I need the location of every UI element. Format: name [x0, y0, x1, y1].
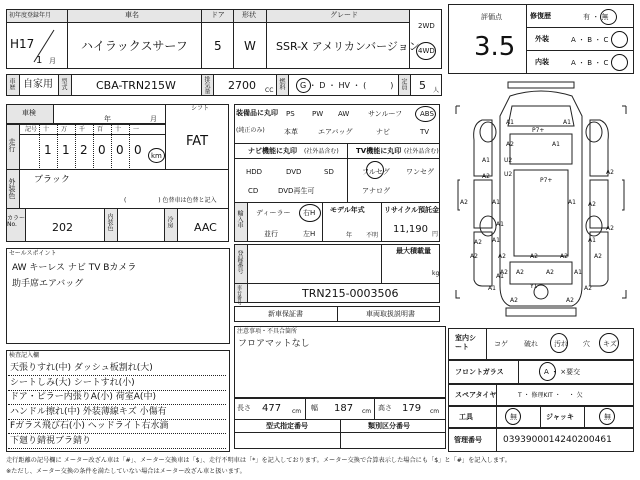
- tools-label: 工具: [459, 413, 473, 421]
- mileage-digit: 0: [134, 143, 142, 157]
- displacement-value: 2700: [228, 79, 256, 92]
- damage-mark: A1: [563, 119, 571, 126]
- capacity-value: 5: [419, 79, 426, 92]
- abs-circle: [415, 106, 436, 122]
- shape-label: 形状: [242, 11, 256, 19]
- first-reg-month-unit: 月: [49, 57, 56, 65]
- displacement-label: 排気量: [203, 76, 210, 94]
- inspector-line: 天張りすれ(中) ダッシュ板割れ(大): [10, 363, 153, 373]
- navi-sd: SD: [324, 168, 334, 176]
- color-no-label: カラーNo.: [7, 215, 26, 228]
- grade-label: グレード: [330, 11, 358, 19]
- interior-color-label: 内装色: [106, 213, 113, 231]
- model-code-value: CBA-TRN215W: [96, 79, 176, 92]
- interior-color-cell: [117, 208, 165, 242]
- damage-mark: A2: [516, 269, 524, 276]
- fourwd-label: 4WD: [418, 47, 435, 55]
- tools-sep-2: [540, 406, 541, 428]
- damage-mark: A2: [474, 239, 482, 246]
- tools-sep-1: [496, 406, 497, 428]
- vehicle-label: 車検: [22, 109, 36, 117]
- fuel-options: G ・ D ・ HV ・ ( ): [300, 81, 394, 90]
- mileage-header-4: 百: [97, 126, 104, 133]
- tv-fullseg: フルセグ: [362, 168, 390, 176]
- ac-value: AAC: [194, 221, 217, 234]
- max-load-kg: kg: [432, 270, 440, 277]
- mileage-col-sep: [111, 124, 112, 170]
- navi-header-sep: [234, 158, 348, 159]
- damage-mark: P7+: [540, 177, 553, 184]
- damage-mark: A1: [574, 269, 582, 276]
- spare-tire-options: T ・ 修理KIT ・ ・ 欠: [518, 392, 583, 399]
- reg-no-label: 登録番号: [236, 250, 243, 274]
- ac-label: 冷房: [166, 216, 173, 228]
- import-parallel: 並行: [264, 230, 278, 238]
- length-cm: cm: [292, 408, 302, 415]
- damage-mark: A1: [506, 119, 514, 126]
- shift-label: シフト: [191, 105, 210, 112]
- notes-label: 注意事項・不具合箇所: [237, 328, 298, 335]
- mileage-header-5: 十: [115, 126, 122, 133]
- capacity-label: 定員: [400, 78, 407, 90]
- right-h-circle: [299, 204, 321, 222]
- score-row-sep-2: [526, 50, 634, 51]
- repair-none-circle: [600, 9, 617, 25]
- repair-label: 修復歴: [530, 12, 551, 20]
- damage-mark: Y1: [530, 283, 538, 290]
- cc-unit: CC: [265, 87, 274, 94]
- inspector-underline: [8, 448, 226, 449]
- category-label: 類別区分番号: [368, 422, 410, 430]
- fullseg-circle: [366, 161, 384, 179]
- length-label: 長さ: [237, 404, 251, 412]
- model-name-value: ハイラックスサーフ: [81, 39, 188, 53]
- inspector-line: シートしみ(大) シートすれ(小): [10, 377, 135, 388]
- equip-leather: 本革: [284, 128, 298, 136]
- mileage-col-sep: [75, 124, 76, 170]
- damage-mark: A2: [584, 285, 592, 292]
- damage-mark: A1: [488, 285, 496, 292]
- navi-hdd: HDD: [246, 168, 263, 176]
- damage-mark: A1: [588, 237, 596, 244]
- mileage-header-3: 千: [79, 126, 86, 133]
- damage-mark: A2: [606, 225, 614, 232]
- model-designation-label: 型式指定番号: [266, 422, 308, 430]
- equip-tv: TV: [420, 128, 430, 136]
- interior-c-circle: [611, 54, 628, 71]
- shift-value: FAT: [186, 134, 209, 149]
- control-label: 管理番号: [454, 436, 482, 444]
- damage-mark: A2: [588, 201, 596, 208]
- model-year-label: モデル年式: [330, 206, 365, 214]
- damage-mark: A2: [506, 141, 514, 148]
- seat-opt-scratch: キズ: [603, 340, 617, 348]
- mileage-col-sep: [129, 124, 130, 170]
- damage-mark: A2: [560, 253, 568, 260]
- length-value: 477: [262, 403, 282, 414]
- navi-header: ナビ機能に丸印: [248, 147, 297, 155]
- damage-mark: A1: [492, 199, 500, 206]
- fuel-g-circle: [296, 78, 311, 93]
- notes-value: フロアマットなし: [238, 339, 310, 349]
- mileage-digit: 2: [80, 143, 88, 157]
- damage-mark: U2: [504, 157, 513, 164]
- vehicle-year-label: 年: [104, 115, 111, 123]
- damage-mark: A1: [496, 273, 504, 280]
- score-sep: [526, 4, 527, 74]
- mileage-col-sep: [39, 124, 40, 170]
- inspector-notes-label: 検査記入欄: [9, 352, 40, 359]
- score-label: 評価点: [481, 13, 502, 21]
- doors-label: ドア: [211, 11, 225, 19]
- mileage-digit: 0: [116, 143, 124, 157]
- inspector-line: ハンドル擦れ(中) 外装薄線キズ 小傷有: [10, 406, 167, 417]
- tools-sep-3: [584, 406, 585, 428]
- jack-none-circle: [599, 408, 615, 425]
- control-sep: [496, 428, 497, 452]
- designation-header-sep: [234, 432, 446, 433]
- equip-sunroof: サンルーフ: [368, 110, 403, 118]
- equipment-label: 装備品に丸印: [236, 109, 278, 117]
- mileage-label: 走行: [8, 138, 16, 152]
- dim-sep-2: [374, 398, 375, 420]
- damage-mark: A2: [566, 297, 574, 304]
- navi-note: (社外品含む): [304, 148, 339, 155]
- import-label: 輸入車: [236, 210, 243, 228]
- inspector-underline: [8, 390, 226, 391]
- damage-mark: A2: [530, 253, 538, 260]
- twowd-label: 2WD: [418, 22, 435, 30]
- jack-value: 無: [604, 413, 611, 421]
- mileage-header-6: 一: [133, 126, 140, 133]
- exterior-score-options: A ・ B ・ C: [571, 36, 609, 44]
- seat-stain-circle: [550, 333, 568, 353]
- damage-mark: A1: [482, 157, 490, 164]
- width-cm: cm: [362, 408, 372, 415]
- inspector-underline: [8, 433, 226, 434]
- sales-points-line1: AW キーレス ナビ TV Bカメラ: [12, 263, 137, 273]
- tv-header-sep: [347, 158, 440, 159]
- damage-mark: A2: [510, 297, 518, 304]
- first-reg-label: 初年度登録年月: [9, 12, 52, 19]
- car-damage-diagram: [448, 80, 634, 322]
- footer-line2: ※ただし、メーター交換の条件を満たしていない場合はメーター改ざん車と扱います。: [6, 468, 246, 475]
- exterior-color-label: 外装色: [8, 178, 16, 199]
- equip-abs: ABS: [420, 110, 434, 118]
- equip-ps: PS: [286, 110, 295, 118]
- navi-dvd: DVD: [286, 168, 302, 176]
- import-dealer: ディーラー: [256, 209, 291, 217]
- front-glass-a-circle: [539, 362, 556, 381]
- grade-value: SSR-X アメリカンバージョン: [276, 40, 420, 53]
- sales-points-label: セールスポイント: [9, 250, 57, 257]
- navi-cd: CD: [248, 187, 259, 195]
- seat-opt-hole: 穴: [583, 340, 590, 348]
- tv-oneseg: ワンセグ: [406, 168, 434, 176]
- damage-mark: A2: [498, 253, 506, 260]
- chassis-value: TRN215-0003506: [302, 287, 399, 300]
- seat-scratch-circle: [599, 333, 619, 353]
- seat-opt-burn: コゲ: [494, 340, 508, 348]
- import-left-h: 左H: [303, 230, 316, 238]
- width-label: 幅: [311, 404, 318, 412]
- mileage-digit: 1: [44, 143, 52, 157]
- damage-mark: A2: [594, 253, 602, 260]
- height-cm: cm: [430, 408, 440, 415]
- manual-label: 車両取扱説明書: [366, 310, 415, 318]
- first-reg-value: H17: [10, 37, 35, 51]
- score-value: 3.5: [474, 32, 516, 62]
- damage-mark: A1: [568, 199, 576, 206]
- mileage-col-sep: [57, 124, 58, 170]
- mileage-unit-circle: [148, 148, 165, 163]
- damage-mark: A1: [492, 237, 500, 244]
- import-right-h: 右H: [303, 209, 316, 217]
- navi-dvd-play: DVD再生可: [278, 187, 315, 195]
- jack-label: ジャッキ: [546, 413, 574, 421]
- recycle-label: リサイクル預託金: [384, 206, 440, 214]
- height-value: 179: [402, 403, 422, 414]
- usage-value: 自家用: [23, 79, 53, 90]
- model-year-year: 年: [346, 232, 353, 239]
- designation-sep: [340, 419, 341, 449]
- mileage-col-sep: [93, 124, 94, 170]
- control-value: 0393900014240200461: [503, 435, 612, 445]
- score-row-sep-1: [526, 27, 634, 28]
- exterior-score-label: 外装: [535, 35, 549, 43]
- damage-mark: A2: [546, 269, 554, 276]
- inspector-underline: [8, 419, 226, 420]
- repair-options: 有 ・ 無: [583, 13, 609, 21]
- equipment-sub-label: (純正のみ): [236, 127, 265, 134]
- mileage-digit: 1: [62, 143, 70, 157]
- equip-pw: PW: [312, 110, 324, 118]
- height-label: 高さ: [378, 404, 392, 412]
- seat-opt-stain: 汚れ: [554, 340, 568, 348]
- damage-mark: A2: [606, 169, 614, 176]
- recycle-yen: 円: [432, 231, 439, 238]
- damage-mark: U2: [504, 171, 513, 178]
- width-value: 187: [334, 403, 354, 414]
- drive-cell: [409, 9, 442, 69]
- front-glass-label: フロントガラス: [455, 368, 504, 376]
- front-glass-sep: [518, 360, 519, 384]
- new-warranty-label: 新車保証書: [268, 310, 303, 318]
- inspector-underline: [8, 404, 226, 405]
- equip-navi: ナビ: [376, 128, 390, 136]
- seat-opt-tear: 破れ: [524, 340, 538, 348]
- fuel-label: 燃料: [278, 78, 285, 90]
- mileage-header-0: 記号: [25, 126, 38, 133]
- tv-header: TV機能に丸印: [356, 147, 402, 155]
- damage-mark: A1: [552, 141, 560, 148]
- usage-label: 車歴: [8, 78, 15, 90]
- interior-seat-sep: [486, 328, 487, 360]
- equip-aw: AW: [338, 110, 350, 118]
- tools-none-circle: [505, 408, 521, 425]
- dim-sep-1: [305, 398, 306, 420]
- mileage-digit: 0: [98, 143, 106, 157]
- inspector-underline: [8, 375, 226, 376]
- mileage-header-2: 万: [61, 126, 68, 133]
- max-load-label: 最大積載量: [396, 247, 431, 255]
- sales-points-line2: 助手席エアバッグ: [12, 279, 84, 289]
- tools-value: 無: [510, 413, 517, 421]
- recycle-value: 11,190: [393, 224, 428, 235]
- model-year-unknown: 不明: [366, 232, 379, 239]
- exterior-color-value: ブラック: [34, 175, 70, 185]
- capacity-unit: 人: [433, 87, 440, 94]
- damage-mark: A2: [460, 199, 468, 206]
- tv-note: (社外品含む): [404, 148, 439, 155]
- footer-line1: 走行距離の記号欄に メーター改ざん車は「#」、メーター交換車は「$」、走行不明車は「*」を記入しております。メーター交換で合算表示した場合にも「$」と「#」を記入します。: [6, 457, 511, 464]
- equip-airbag: エアバッグ: [318, 128, 353, 136]
- damage-mark: A2: [470, 253, 478, 260]
- model-name-label: 車名: [125, 11, 139, 19]
- reg-no-cell: [247, 244, 382, 284]
- chassis-label: 車台番号: [236, 285, 242, 305]
- mileage-header-1: 十: [43, 126, 50, 133]
- mileage-unit: km: [151, 152, 162, 160]
- interior-score-label: 内装: [535, 58, 549, 66]
- model-code-label: 型式: [60, 78, 67, 90]
- damage-mark: A2: [500, 269, 508, 276]
- doors-value: 5: [214, 39, 222, 53]
- front-glass-options: A ・ ×要交: [544, 368, 581, 376]
- warranty-sep: [337, 306, 338, 322]
- interior-seat-label: 室内シート: [455, 334, 476, 352]
- tv-analog: アナログ: [362, 187, 390, 195]
- exterior-c-circle: [611, 31, 628, 48]
- exterior-color-note: ( ) 色替車は色替と記入: [124, 197, 217, 204]
- damage-mark: P7+: [532, 127, 545, 134]
- damage-mark: A2: [482, 173, 490, 180]
- first-reg-month: 1: [36, 55, 43, 66]
- first-reg-slash: [6, 22, 68, 69]
- spare-tire-label: スペアタイヤ: [455, 391, 497, 399]
- interior-score-options: A ・ B ・ C: [571, 59, 609, 67]
- notes-box: [234, 326, 446, 398]
- damage-mark: A1: [496, 221, 504, 228]
- inspector-line: ドア・ピラー内張りA(小) 荷室A(中): [10, 392, 156, 402]
- inspector-line: 下廻り錆視ブラ錆り: [10, 435, 92, 446]
- color-no-value: 202: [52, 221, 73, 234]
- vehicle-month-label: 月: [150, 115, 157, 123]
- inspector-line: Fガラス飛び石(小) ヘッドライト右水滴: [10, 421, 169, 431]
- shape-value: W: [244, 39, 256, 53]
